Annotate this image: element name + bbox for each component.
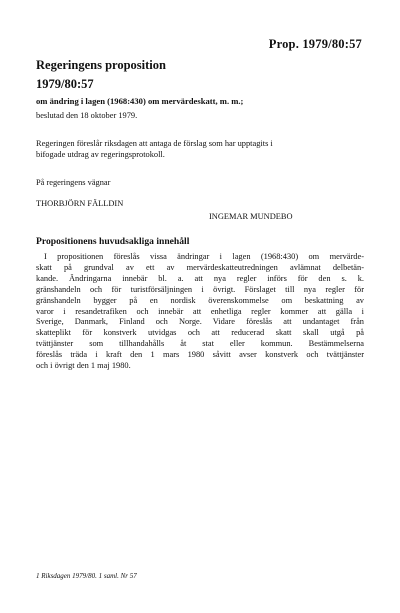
summary-line: och i övrigt den 1 maj 1980. xyxy=(36,361,131,371)
proposition-number: 1979/80:57 xyxy=(36,77,94,91)
prime-minister-name: THORBJÖRN FÄLLDIN xyxy=(36,199,124,208)
summary-paragraph xyxy=(36,252,364,372)
document-subtitle: om ändring i lagen (1968:430) om mervärdeskatt, m. m.; xyxy=(36,96,244,106)
section-heading: Propositionens huvudsakliga innehåll xyxy=(36,236,190,247)
summary-line: kande. Ändringarna innebär bl. a. att nya regler införs för den s. k. xyxy=(36,273,364,283)
intro-line: bifogade utdrag av regeringsprotokoll. xyxy=(36,149,165,159)
summary-line: gränshandeln bygger på en nordisk överenskommelse om beskattning av xyxy=(36,295,364,305)
intro-paragraph xyxy=(36,139,364,160)
summary-line: varor i resandetrafiken och innebär att enhetliga regler kommer att gälla i xyxy=(36,306,364,316)
summary-line: Sverige, Danmark, Finland och Norge. Vidare föreslås att undantaget från xyxy=(36,317,364,327)
summary-line: skatt på grundval av ett av mervärdeskatteutredningen avlämnat delbetän- xyxy=(36,262,364,272)
on-behalf-line: På regeringens vägnar xyxy=(36,178,111,187)
intro-line: Regeringen föreslår riksdagen att antaga de förslag som har upptagits i xyxy=(36,139,273,148)
summary-line: skatteplikt för konstverk utvidgas och att reducerad skatt skall utgå på xyxy=(36,328,364,338)
signer-name: INGEMAR MUNDEBO xyxy=(209,212,293,221)
summary-line: föreslås träda i kraft den 1 mars 1980 såvitt avser konstverk och tvättjänster xyxy=(36,350,364,360)
decision-date: beslutad den 18 oktober 1979. xyxy=(36,111,138,120)
summary-line: gränshandeln och för turistförsäljningen i övrigt. Förslaget till nya regler för xyxy=(36,284,364,294)
summary-line: I propositionen föreslås vissa ändringar i lagen (1968:430) om mervärde- xyxy=(44,252,364,261)
document-title: Regeringens proposition xyxy=(36,58,166,72)
page-footer: 1 Riksdagen 1979/80. 1 saml. Nr 57 xyxy=(36,572,137,580)
proposition-reference: Prop. 1979/80:57 xyxy=(268,37,362,51)
summary-line: tvättjänster som tillhandahålls åt stat eller kommun. Bestämmelserna xyxy=(36,339,364,349)
